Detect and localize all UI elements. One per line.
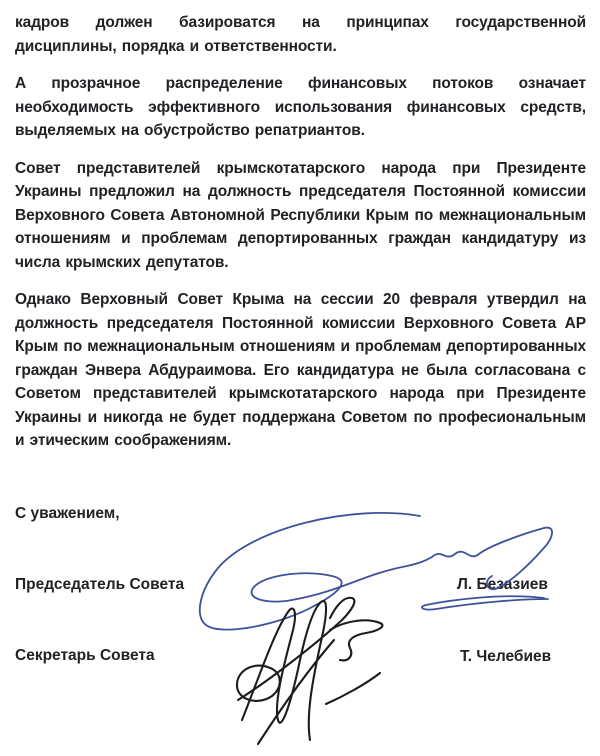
- chairman-signature-icon: [192, 506, 564, 638]
- signatory-name-chairman: Л. Безазиев: [457, 576, 548, 593]
- paragraph-4: Однако Верховный Совет Крыма на сессии 20 февраля утвердил на должность председателя Постоянной комиссии Верховного Совета АР Крым по межнациональным отношениям и проблемам депортированных граждан Энвера Абдураимова. Его кандидатура не была согласована с Советом представителей крымскотатарского народа при Президенте Украины и никогда не будет поддержана Советом по професиональным и этическим соображениям.: [15, 291, 586, 449]
- signatory-title-chairman: Председатель Совета: [15, 576, 185, 593]
- paragraph-2: А прозрачное распределение финансовых потоков означает необходимость эффективного использования финансовых средств, выделяемых на обустройство репатриантов.: [15, 75, 586, 139]
- closing-line: С уважением,: [15, 505, 120, 522]
- letter-body: [15, 11, 586, 467]
- signatory-name-secretary: Т. Челебиев: [460, 648, 552, 665]
- secretary-signature-icon: [230, 592, 390, 750]
- paragraph-3: Совет представителей крымскотатарского народа при Президенте Украины предложил на должность председателя Постоянной комиссии Верховного Совета Автономной Республики Крым по межнациональным отношениям и проблемам депортированных граждан кандидатуру из числа крымских депутатов.: [15, 159, 586, 271]
- paragraph-1: кадров должен базироватся на принципах государственной дисциплины, порядка и ответственности.: [15, 14, 586, 55]
- signatory-title-secretary: Секретарь Совета: [15, 647, 155, 664]
